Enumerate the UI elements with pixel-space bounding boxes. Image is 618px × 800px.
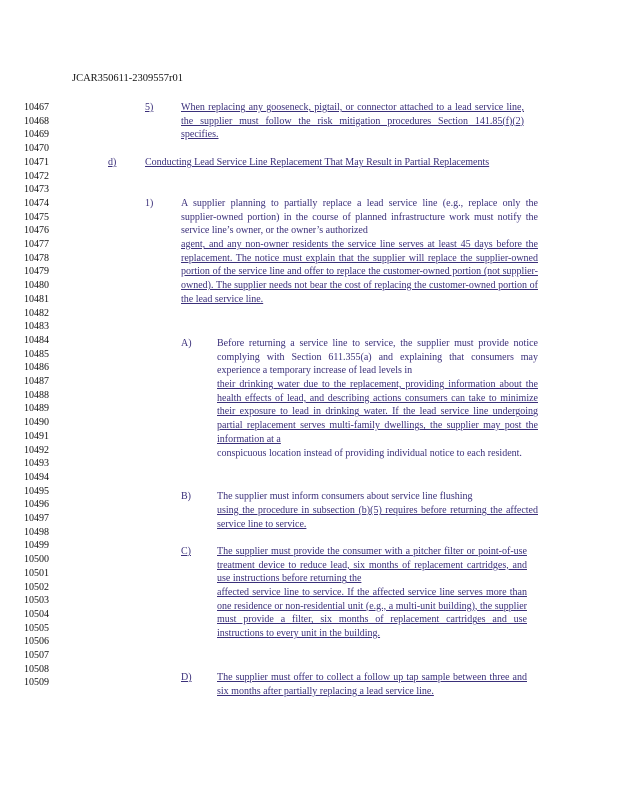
line-number: 10469 — [24, 129, 49, 141]
item-A-text-end: conspicuous location instead of providing individual notice to each resident. — [217, 448, 522, 459]
paragraph-1-text-new: agent, and any non-owner residents the service line serves at least 45 days before the replacement. The notice must explain that the supplier will replace the supplier-owned portion of the service line and offer to replace the customer-owned portion (not supplier-owned). The supplier needs not bear the cost of replacing the customer-owned portion of the lead service line. — [181, 239, 538, 305]
line-number: 10495 — [24, 485, 49, 497]
line-number: 10470 — [24, 143, 49, 155]
line-number: 10488 — [24, 389, 49, 401]
line-number: 10482 — [24, 307, 49, 319]
item-5-label: 5) — [145, 102, 154, 113]
item-C-text-b: affected service line to service. If the affected service line serves more than one residence or non-residential unit (e.g., a multi-unit building), the supplier must provide a filter, six months of replacement cartridges and use instructions to every unit in the building. — [217, 587, 527, 640]
item-B-text-plain: The supplier must inform consumers about service line flushing — [217, 491, 473, 502]
item-C-text-a: The supplier must provide the consumer with a pitcher filter or point-of-use treatment device to reduce lead, six months of replacement cartridges, and use instructions before returning the — [217, 546, 527, 585]
section-d-heading: Conducting Lead Service Line Replacement That May Result in Partial Replacements — [145, 157, 490, 168]
line-number: 10505 — [24, 622, 49, 634]
line-number: 10494 — [24, 471, 49, 483]
line-number: 10509 — [24, 677, 49, 689]
line-number: 10499 — [24, 540, 49, 552]
line-number: 10481 — [24, 293, 49, 305]
line-number: 10474 — [24, 197, 49, 209]
line-number: 10467 — [24, 102, 49, 113]
item-A-text-new: their drinking water due to the replacement, providing information about the health effects of lead, and describing actions consumers can take to minimize their exposure to lead in drinking water. If the lead service line undergoing partial replacement serves multi-family dwellings, the supplier may post the information at a — [217, 379, 538, 445]
line-number: 10507 — [24, 650, 49, 661]
line-number: 10502 — [24, 581, 49, 593]
item-D-label: D) — [181, 672, 192, 683]
line-number: 10472 — [24, 170, 49, 182]
line-number: 10477 — [24, 239, 49, 250]
item-B-label: B) — [181, 491, 191, 502]
line-number: 10487 — [24, 376, 49, 387]
line-number: 10493 — [24, 458, 49, 470]
line-number: 10501 — [24, 567, 49, 579]
item-C-label: C) — [181, 546, 191, 557]
line-number: 10489 — [24, 403, 49, 415]
line-number: 10479 — [24, 266, 49, 278]
line-number: 10491 — [24, 430, 49, 442]
line-number: 10478 — [24, 252, 49, 264]
item-D-text: The supplier must offer to collect a follow up tap sample between three and six months after partially replacing a lead service line. — [217, 672, 527, 697]
line-number: 10485 — [24, 348, 49, 360]
line-number: 10503 — [24, 595, 49, 607]
line-number: 10476 — [24, 225, 49, 237]
line-number: 10486 — [24, 362, 49, 374]
item-5-text: When replacing any gooseneck, pigtail, or connector attached to a lead service line, the supplier must follow the risk mitigation procedures Section 141.85(f)(2) specifies. — [181, 102, 524, 141]
paragraph-1-text-plain: A supplier planning to partially replace a lead service line (e.g., replace only the supplier-owned portion) in the course of planned infrastructure work must notify the service line’s owner, or the owner’s authorized — [181, 198, 538, 237]
line-number: 10471 — [24, 156, 49, 168]
item-B-text-new: using the procedure in subsection (b)(5) requires before returning the affected service line to service. — [217, 505, 538, 530]
line-number: 10498 — [24, 526, 49, 538]
line-number: 10473 — [24, 184, 49, 196]
line-number: 10500 — [24, 554, 49, 566]
line-number: 10468 — [24, 115, 49, 127]
line-number: 10492 — [24, 444, 49, 456]
item-A-label: A) — [181, 338, 192, 349]
line-number: 10490 — [24, 417, 49, 429]
line-number: 10483 — [24, 321, 49, 333]
paragraph-1-label: 1) — [145, 198, 154, 209]
line-number: 10508 — [24, 663, 49, 675]
item-A-text-plain: Before returning a service line to service, the supplier must provide notice complying with Section 611.355(a) and explaining that consumers may experience a temporary increase of lead levels in — [217, 338, 538, 377]
line-number: 10504 — [24, 608, 49, 620]
line-number: 10475 — [24, 211, 49, 223]
section-d-label: d) — [108, 157, 117, 168]
line-number: 10506 — [24, 636, 49, 648]
line-number: 10484 — [24, 334, 49, 346]
line-number: 10496 — [24, 499, 49, 511]
line-number: 10497 — [24, 513, 49, 524]
line-number: 10480 — [24, 280, 49, 292]
document-id: JCAR350611-2309557r01 — [72, 73, 184, 84]
